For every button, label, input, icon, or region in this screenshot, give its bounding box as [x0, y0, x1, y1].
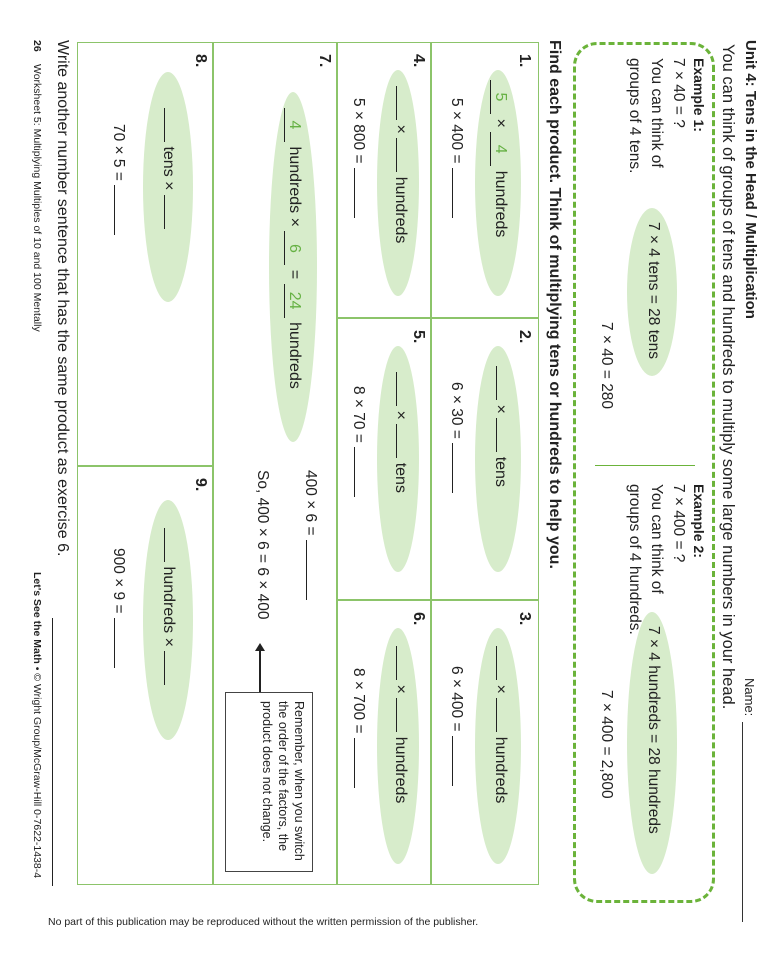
exercise-4-problem [349, 98, 367, 218]
publisher-text: • © Wright Group/McGraw-Hill 0-7622-1438-4 [31, 663, 43, 879]
exercise-6-number: 6. [410, 612, 427, 626]
exercise-8-problem [109, 124, 127, 235]
answer-blank[interactable] [354, 447, 355, 497]
exercise-5-problem [349, 386, 367, 497]
answer-blank[interactable] [114, 185, 115, 235]
answer-blank[interactable] [396, 424, 397, 458]
answer-blank[interactable] [496, 418, 497, 452]
answer-blank[interactable] [452, 168, 453, 218]
unit-label: tens [492, 456, 509, 487]
example2-think-2: groups of 4 hundreds. [626, 484, 643, 635]
answer-blank[interactable] [164, 195, 165, 229]
equals-sign: = [286, 269, 303, 280]
example2-label: Example 2: [691, 484, 707, 558]
arrow-left-icon [255, 643, 265, 651]
exercise-3-number: 3. [516, 612, 533, 626]
exercise-7-answer-b: 6 [284, 231, 303, 265]
answer-blank[interactable] [114, 618, 115, 668]
example1-bubble-text: 7 × 4 tens = 28 tens [645, 222, 662, 360]
exercise-6-sentence [391, 646, 409, 803]
page-number: 26 [31, 40, 43, 52]
instructions: Find each product. Think of multiplying tens or hundreds to help you. [546, 40, 563, 569]
exercise-9-problem [109, 548, 127, 668]
answer-blank[interactable] [164, 528, 165, 562]
exercise-9-number: 9. [192, 478, 209, 492]
problem-text: 6 × 400 = [448, 666, 465, 732]
exercise-1-number: 1. [516, 54, 533, 68]
unit-label: hundreds [286, 322, 303, 389]
example2-think-1: You can think of [648, 484, 665, 594]
times-sign: × [492, 684, 509, 694]
times-sign: × [392, 124, 409, 134]
worksheet-title: Worksheet 5: Multiplying Multiples of 10 and 100 Mentally [31, 64, 43, 332]
exercise-6-problem [349, 668, 367, 788]
exercise-7-sentence [284, 108, 303, 389]
exercise-1-problem [447, 98, 465, 218]
example2-bubble-text: 7 × 4 hundreds = 28 hundreds [645, 626, 662, 834]
exercise-2-sentence [491, 366, 509, 487]
problem-text: 5 × 800 = [350, 98, 367, 164]
unit-label: hundreds [492, 170, 509, 238]
exercise-7-number: 7. [316, 54, 333, 68]
answer-blank[interactable] [396, 86, 397, 120]
problem-text: 5 × 400 = [448, 98, 465, 164]
unit-label: tens [392, 462, 409, 493]
problem-text: 6 × 30 = [448, 382, 465, 439]
unit-label: hundreds × [286, 146, 303, 227]
exercise-3-problem [447, 666, 465, 786]
times-sign: × [492, 118, 509, 128]
answer-blank[interactable] [452, 443, 453, 493]
unit-label: hundreds [392, 176, 409, 244]
write-another-line[interactable] [52, 618, 53, 886]
answer-blank[interactable] [396, 138, 397, 172]
examples-divider [595, 465, 695, 466]
name-label: Name: [742, 678, 757, 717]
publisher-line [31, 572, 43, 878]
exercise-1-answer-b: 4 [490, 132, 509, 166]
exercise-8-cell [77, 42, 213, 466]
write-another-prompt: Write another number sentence that has the same product as exercise 6. [54, 40, 71, 557]
exercise-7-answer-c: 24 [284, 284, 303, 318]
exercise-4-number: 4. [410, 54, 427, 68]
exercise-2-problem [447, 382, 465, 493]
answer-blank[interactable] [496, 366, 497, 400]
arrow-line [259, 648, 261, 694]
copyright-notice: No part of this publication may be reproduced without the written permission of the publisher. [48, 916, 479, 928]
exercise-1-sentence [490, 80, 509, 237]
example1-label: Example 1: [691, 58, 707, 132]
answer-blank[interactable] [396, 698, 397, 732]
answer-blank[interactable] [452, 736, 453, 786]
unit-label: hundreds [392, 736, 409, 804]
intro-text: You can think of groups of tens and hundreds to multiply some large numbers in your head. [719, 44, 737, 710]
exercise-3-sentence [491, 646, 509, 803]
exercise-5-number: 5. [410, 330, 427, 344]
answer-blank[interactable] [164, 651, 165, 685]
times-sign: × [392, 684, 409, 694]
exercise-7-conclusion: So, 400 × 6 = 6 × 400 [254, 470, 271, 620]
name-line [742, 722, 743, 922]
exercise-8-number: 8. [192, 54, 209, 68]
exercise-4-sentence [391, 86, 409, 243]
problem-text: 900 × 9 = [110, 548, 127, 614]
example1-think-2: groups of 4 tens. [626, 58, 643, 174]
exercise-5-sentence [391, 372, 409, 493]
answer-blank[interactable] [396, 646, 397, 680]
answer-blank[interactable] [306, 540, 307, 600]
times-sign: × [392, 410, 409, 420]
series-name: Let's See the Math [31, 572, 43, 664]
unit-label: hundreds × [160, 566, 177, 647]
unit-label: hundreds [492, 736, 509, 804]
example1-think-1: You can think of [648, 58, 665, 168]
exercise-9-sentence [159, 528, 177, 685]
answer-blank[interactable] [396, 372, 397, 406]
reminder-box: Remember, when you switch the order of the factors, the product does not change. [225, 692, 313, 872]
exercise-7-problem [301, 470, 319, 600]
exercise-2-number: 2. [516, 330, 533, 344]
problem-text: 400 × 6 = [302, 470, 319, 536]
answer-blank[interactable] [354, 168, 355, 218]
page-title: Unit 4: Tens in the Head / Multiplication [742, 40, 759, 319]
example2-answer: 7 × 400 = 2,800 [598, 690, 615, 799]
exercise-1-answer-a: 5 [490, 80, 509, 114]
exercise-7-answer-a: 4 [284, 108, 303, 142]
example1-question: 7 × 40 = ? [670, 58, 687, 128]
problem-text: 8 × 70 = [350, 386, 367, 443]
example2-question: 7 × 400 = ? [670, 484, 687, 563]
answer-blank[interactable] [496, 646, 497, 680]
answer-blank[interactable] [164, 108, 165, 142]
unit-label: tens × [160, 146, 177, 191]
times-sign: × [492, 404, 509, 414]
answer-blank[interactable] [354, 738, 355, 788]
problem-text: 70 × 5 = [110, 124, 127, 181]
problem-text: 8 × 700 = [350, 668, 367, 734]
exercise-8-sentence [159, 108, 177, 229]
answer-blank[interactable] [496, 698, 497, 732]
example1-answer: 7 × 40 = 280 [598, 322, 615, 410]
